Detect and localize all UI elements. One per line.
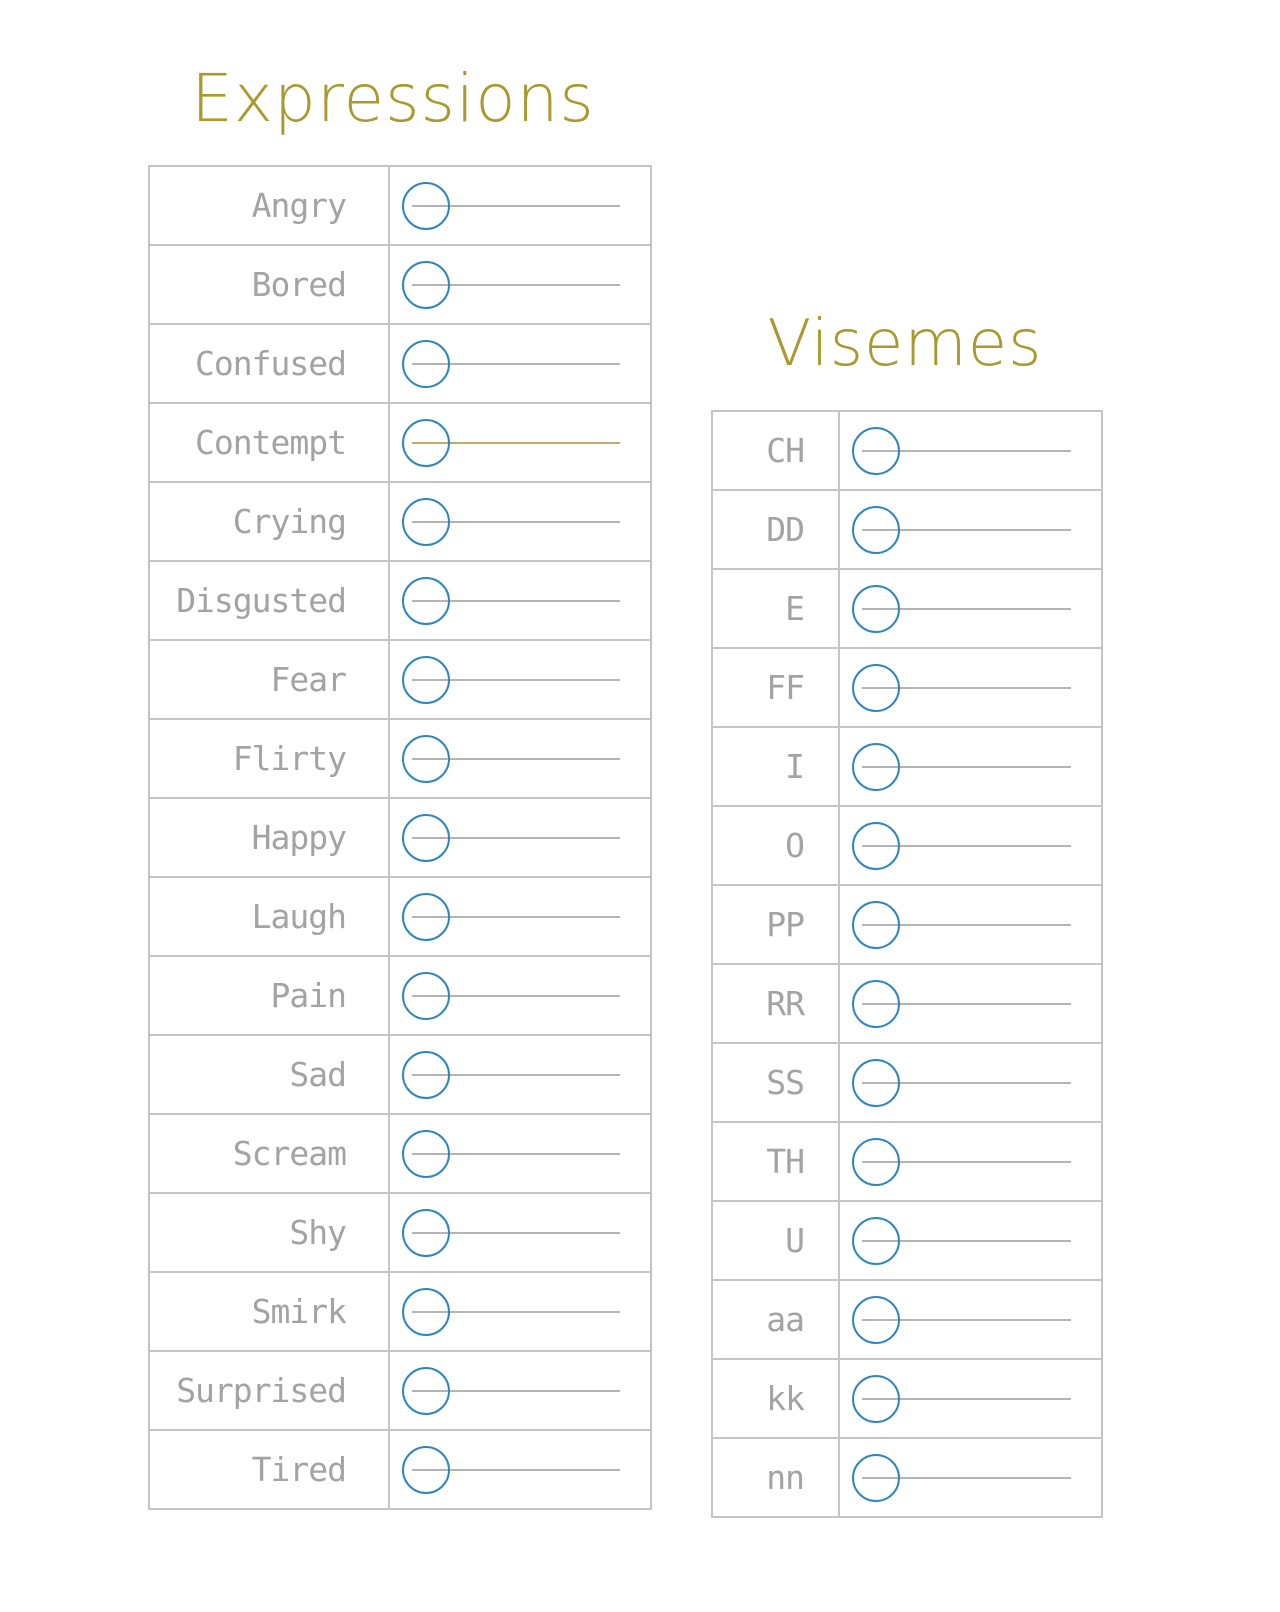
slider-thumb[interactable]	[852, 1375, 900, 1423]
viseme-slider-e[interactable]	[852, 585, 1071, 633]
slider-thumb[interactable]	[852, 664, 900, 712]
viseme-row	[712, 885, 1102, 964]
viseme-label-nn: nn	[712, 1438, 839, 1517]
expression-row	[149, 877, 651, 956]
expression-slider-cell	[389, 877, 651, 956]
expression-label-surprised: Surprised	[149, 1351, 389, 1430]
expression-slider-fear[interactable]	[402, 656, 620, 704]
expression-label-shy: Shy	[149, 1193, 389, 1272]
slider-thumb[interactable]	[852, 980, 900, 1028]
expression-slider-sad[interactable]	[402, 1051, 620, 1099]
slider-thumb[interactable]	[402, 1209, 450, 1257]
viseme-label-ch: CH	[712, 411, 839, 490]
expression-label-smirk: Smirk	[149, 1272, 389, 1351]
expression-slider-scream[interactable]	[402, 1130, 620, 1178]
expression-row	[149, 324, 651, 403]
viseme-slider-ch[interactable]	[852, 427, 1071, 475]
expression-row	[149, 798, 651, 877]
viseme-row	[712, 1280, 1102, 1359]
expression-slider-cell	[389, 482, 651, 561]
slider-thumb[interactable]	[852, 1296, 900, 1344]
expression-slider-cell	[389, 403, 651, 482]
slider-thumb[interactable]	[402, 1367, 450, 1415]
viseme-label-th: TH	[712, 1122, 839, 1201]
expression-slider-crying[interactable]	[402, 498, 620, 546]
slider-thumb[interactable]	[402, 419, 450, 467]
viseme-label-kk: kk	[712, 1359, 839, 1438]
expression-label-crying: Crying	[149, 482, 389, 561]
viseme-slider-cell	[839, 1043, 1102, 1122]
expression-label-fear: Fear	[149, 640, 389, 719]
expression-slider-cell	[389, 798, 651, 877]
viseme-label-ff: FF	[712, 648, 839, 727]
expression-slider-cell	[389, 1351, 651, 1430]
slider-thumb[interactable]	[852, 1059, 900, 1107]
viseme-slider-cell	[839, 1280, 1102, 1359]
expression-row	[149, 403, 651, 482]
expression-slider-cell	[389, 1035, 651, 1114]
slider-thumb[interactable]	[402, 1130, 450, 1178]
viseme-label-o: O	[712, 806, 839, 885]
viseme-row	[712, 569, 1102, 648]
expression-slider-cell	[389, 1114, 651, 1193]
slider-thumb[interactable]	[852, 1217, 900, 1265]
viseme-label-e: E	[712, 569, 839, 648]
viseme-slider-cell	[839, 569, 1102, 648]
viseme-slider-o[interactable]	[852, 822, 1071, 870]
slider-thumb[interactable]	[402, 1288, 450, 1336]
expression-row	[149, 1351, 651, 1430]
viseme-slider-cell	[839, 727, 1102, 806]
viseme-slider-ss[interactable]	[852, 1059, 1071, 1107]
expressions-table	[148, 165, 652, 1510]
viseme-slider-i[interactable]	[852, 743, 1071, 791]
slider-thumb[interactable]	[402, 1446, 450, 1494]
expression-slider-cell	[389, 719, 651, 798]
expression-slider-cell	[389, 245, 651, 324]
expression-row	[149, 245, 651, 324]
slider-thumb[interactable]	[402, 814, 450, 862]
expression-row	[149, 719, 651, 798]
expression-slider-shy[interactable]	[402, 1209, 620, 1257]
expression-row	[149, 1035, 651, 1114]
viseme-slider-cell	[839, 806, 1102, 885]
viseme-slider-cell	[839, 1438, 1102, 1517]
viseme-slider-ff[interactable]	[852, 664, 1071, 712]
visemes-title: Visemes	[767, 307, 1043, 381]
expression-label-flirty: Flirty	[149, 719, 389, 798]
expression-row	[149, 561, 651, 640]
slider-thumb[interactable]	[402, 182, 450, 230]
expression-slider-happy[interactable]	[402, 814, 620, 862]
expression-slider-pain[interactable]	[402, 972, 620, 1020]
expression-row	[149, 1193, 651, 1272]
expression-slider-cell	[389, 1430, 651, 1509]
visemes-table	[711, 410, 1103, 1518]
expression-row	[149, 640, 651, 719]
expression-slider-confused[interactable]	[402, 340, 620, 388]
viseme-row	[712, 806, 1102, 885]
slider-thumb[interactable]	[402, 735, 450, 783]
expression-slider-flirty[interactable]	[402, 735, 620, 783]
viseme-label-ss: SS	[712, 1043, 839, 1122]
slider-thumb[interactable]	[852, 822, 900, 870]
slider-thumb[interactable]	[852, 1138, 900, 1186]
slider-thumb[interactable]	[402, 498, 450, 546]
expression-slider-contempt[interactable]	[402, 419, 620, 467]
slider-thumb[interactable]	[852, 585, 900, 633]
viseme-slider-nn[interactable]	[852, 1454, 1071, 1502]
viseme-slider-cell	[839, 490, 1102, 569]
expression-slider-cell	[389, 956, 651, 1035]
viseme-slider-dd[interactable]	[852, 506, 1071, 554]
expression-slider-cell	[389, 1272, 651, 1351]
expression-row	[149, 956, 651, 1035]
viseme-row	[712, 1438, 1102, 1517]
viseme-label-u: U	[712, 1201, 839, 1280]
slider-thumb[interactable]	[402, 1051, 450, 1099]
expression-slider-smirk[interactable]	[402, 1288, 620, 1336]
expression-slider-angry[interactable]	[402, 182, 620, 230]
expression-slider-bored[interactable]	[402, 261, 620, 309]
expression-label-angry: Angry	[149, 166, 389, 245]
viseme-row	[712, 727, 1102, 806]
expression-slider-cell	[389, 561, 651, 640]
viseme-slider-u[interactable]	[852, 1217, 1071, 1265]
expression-row	[149, 482, 651, 561]
viseme-label-dd: DD	[712, 490, 839, 569]
expression-slider-cell	[389, 166, 651, 245]
slider-thumb[interactable]	[852, 506, 900, 554]
viseme-slider-cell	[839, 1201, 1102, 1280]
slider-thumb[interactable]	[402, 340, 450, 388]
viseme-slider-cell	[839, 648, 1102, 727]
slider-thumb[interactable]	[402, 972, 450, 1020]
viseme-label-pp: PP	[712, 885, 839, 964]
expression-slider-cell	[389, 324, 651, 403]
expressions-title: Expressions	[191, 60, 595, 137]
expression-slider-cell	[389, 640, 651, 719]
expression-row	[149, 1114, 651, 1193]
viseme-row	[712, 648, 1102, 727]
viseme-slider-kk[interactable]	[852, 1375, 1071, 1423]
expression-label-confused: Confused	[149, 324, 389, 403]
expression-slider-surprised[interactable]	[402, 1367, 620, 1415]
slider-thumb[interactable]	[852, 1454, 900, 1502]
expression-slider-laugh[interactable]	[402, 893, 620, 941]
viseme-row	[712, 1201, 1102, 1280]
viseme-row	[712, 964, 1102, 1043]
viseme-row	[712, 411, 1102, 490]
viseme-label-aa: aa	[712, 1280, 839, 1359]
viseme-slider-cell	[839, 1359, 1102, 1438]
expression-label-bored: Bored	[149, 245, 389, 324]
expression-label-tired: Tired	[149, 1430, 389, 1509]
expression-label-pain: Pain	[149, 956, 389, 1035]
viseme-row	[712, 1359, 1102, 1438]
viseme-slider-rr[interactable]	[852, 980, 1071, 1028]
slider-thumb[interactable]	[402, 577, 450, 625]
viseme-slider-cell	[839, 1122, 1102, 1201]
viseme-row	[712, 1043, 1102, 1122]
viseme-slider-pp[interactable]	[852, 901, 1071, 949]
viseme-slider-cell	[839, 964, 1102, 1043]
viseme-slider-cell	[839, 411, 1102, 490]
slider-thumb[interactable]	[402, 656, 450, 704]
expression-slider-disgusted[interactable]	[402, 577, 620, 625]
viseme-slider-aa[interactable]	[852, 1296, 1071, 1344]
expression-label-contempt: Contempt	[149, 403, 389, 482]
slider-thumb[interactable]	[402, 261, 450, 309]
expression-slider-cell	[389, 1193, 651, 1272]
expression-label-disgusted: Disgusted	[149, 561, 389, 640]
expression-row	[149, 1430, 651, 1509]
slider-thumb[interactable]	[852, 743, 900, 791]
expression-label-scream: Scream	[149, 1114, 389, 1193]
expression-slider-tired[interactable]	[402, 1446, 620, 1494]
slider-thumb[interactable]	[852, 427, 900, 475]
expression-label-happy: Happy	[149, 798, 389, 877]
viseme-row	[712, 1122, 1102, 1201]
expression-row	[149, 1272, 651, 1351]
viseme-slider-cell	[839, 885, 1102, 964]
expression-row	[149, 166, 651, 245]
viseme-label-i: I	[712, 727, 839, 806]
viseme-row	[712, 490, 1102, 569]
expression-label-laugh: Laugh	[149, 877, 389, 956]
slider-thumb[interactable]	[852, 901, 900, 949]
viseme-slider-th[interactable]	[852, 1138, 1071, 1186]
expression-label-sad: Sad	[149, 1035, 389, 1114]
slider-thumb[interactable]	[402, 893, 450, 941]
viseme-label-rr: RR	[712, 964, 839, 1043]
